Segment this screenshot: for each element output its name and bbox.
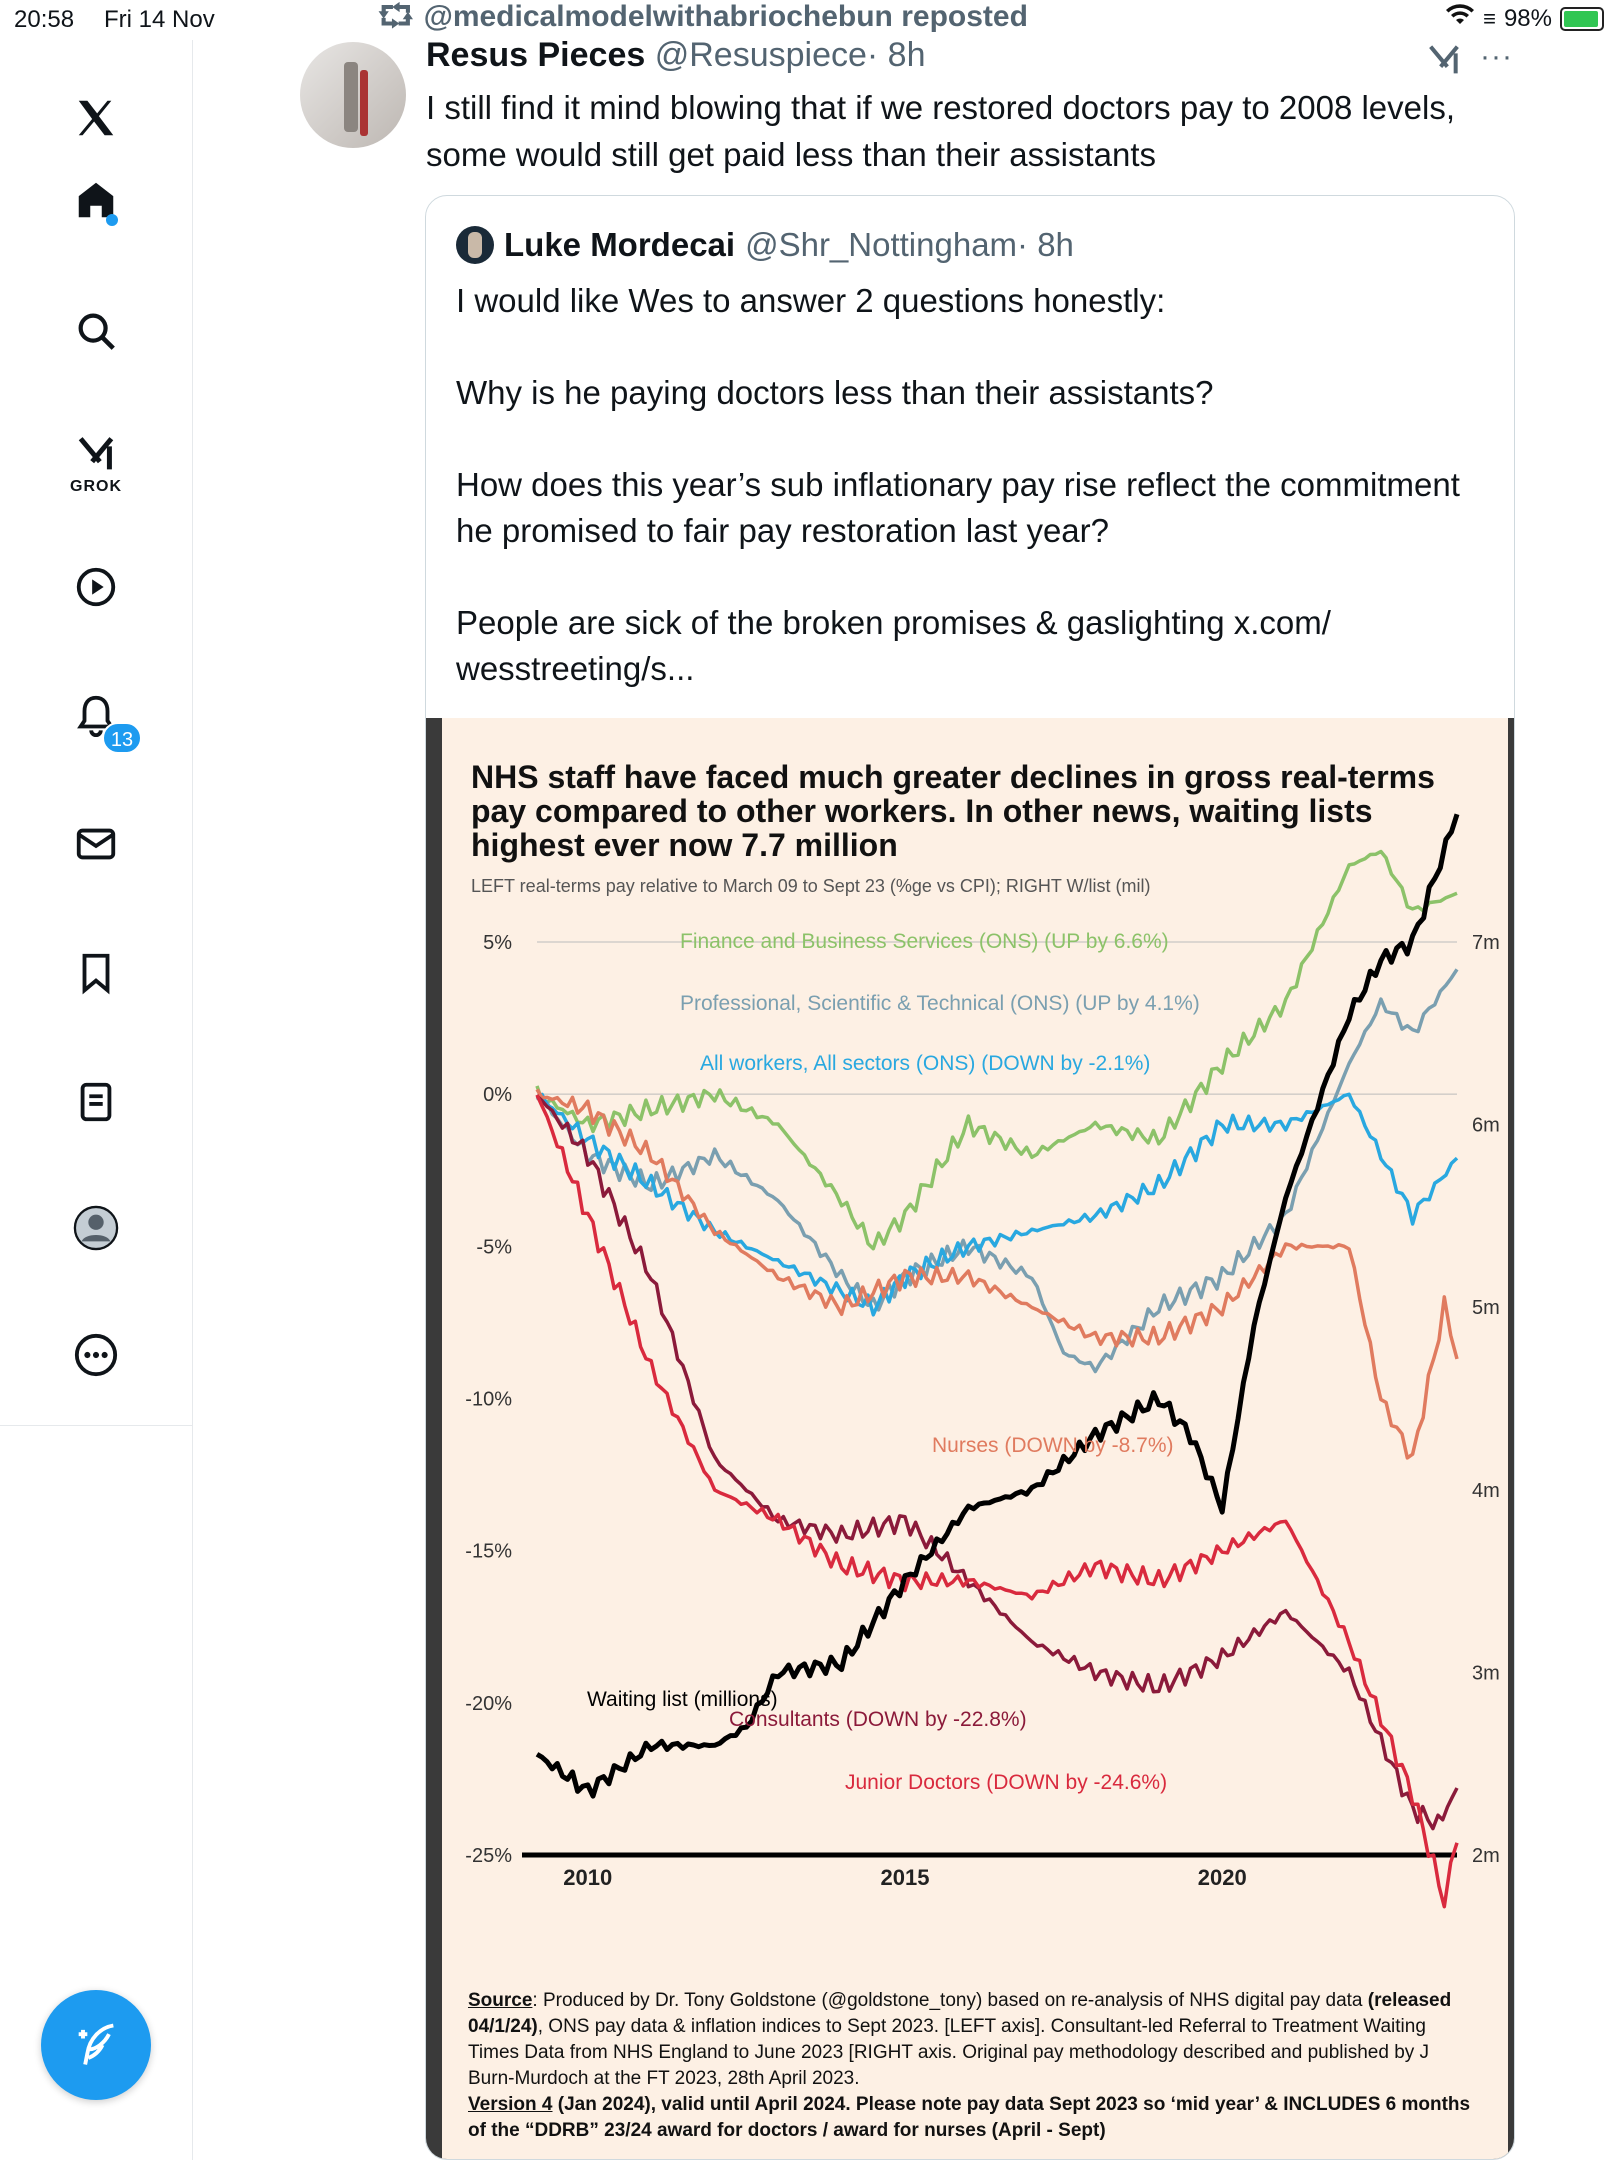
source-line2: , ONS pay data & inflation indices to Sept 2023. [LEFT axis]. Consultant-led Referral to Treatment Waiting Times Data from NHS England to June 2023 [RIGHT axis. Original pay methodology described and published by J Burn-Murdoch at the FT 2023, 28th April 2023.: [468, 2016, 1430, 2089]
chart-annotation: Junior Doctors (DOWN by -24.6%): [845, 1771, 1168, 1794]
y-left-tick-label: -5%: [476, 1236, 512, 1259]
wifi-icon: [1445, 4, 1475, 33]
source-line1-bold: (released 04/1/24): [468, 1990, 1452, 2037]
y-right-tick-label: 6m: [1472, 1114, 1500, 1137]
source-label: Source: [468, 1990, 533, 2011]
x-tick-label: 2010: [563, 1865, 613, 1890]
chart-annotation: Nurses (DOWN by -8.7%): [932, 1434, 1174, 1457]
series-line-2: [537, 1094, 1457, 1315]
sidebar-divider: [0, 1425, 193, 1426]
series-line-1: [537, 969, 1457, 1371]
y-left-tick-label: -10%: [465, 1388, 512, 1411]
search-icon[interactable]: [66, 301, 126, 361]
bookmarks-icon[interactable]: [66, 943, 126, 1003]
tweet-more-icon[interactable]: ···: [1480, 40, 1513, 73]
grok-explain-icon[interactable]: [1424, 40, 1464, 89]
status-date: Fri 14 Nov: [104, 6, 215, 33]
series-line-3: [537, 1089, 1457, 1458]
chart-annotation: Professional, Scientific & Technical (ONS) (UP by 4.1%): [680, 992, 1200, 1015]
quote-text: I would like Wes to answer 2 questions honestly: Why is he paying doctors less than their assistants? How does this year’s sub inflationary pay rise reflect the commitment he promised to fair pay restoration last year? People are sick of the broken promises & gaslighting x.com/ wesstreeting/s...: [456, 282, 1460, 687]
grok-label: GROK: [70, 478, 122, 495]
repost-text: @medicalmodelwithabriochebun reposted: [423, 0, 1028, 33]
y-left-tick-label: 5%: [483, 932, 512, 954]
tweet-author-name[interactable]: Resus Pieces: [426, 36, 646, 74]
lists-icon[interactable]: [66, 1072, 126, 1132]
tweet-text: I still find it mind blowing that if we restored doctors pay to 2008 levels, some would still get paid less than their assistants: [426, 89, 1456, 173]
chart-annotation: All workers, All sectors (ONS) (DOWN by -2.1%): [700, 1052, 1151, 1075]
y-left-tick-label: -25%: [465, 1845, 512, 1867]
compose-button[interactable]: [41, 1990, 151, 2100]
repost-icon: ⮔: [378, 0, 414, 33]
chart-panel: [442, 718, 1508, 2160]
y-left-tick-label: -20%: [465, 1692, 512, 1715]
y-left-tick-label: -15%: [465, 1540, 512, 1563]
y-right-tick-label: 7m: [1472, 932, 1500, 954]
quote-header: [456, 226, 1074, 264]
quote-author-handle[interactable]: @Shr_Nottingham: [745, 226, 1018, 263]
y-right-tick-label: 3m: [1472, 1662, 1500, 1685]
profile-avatar-icon[interactable]: [66, 1198, 126, 1258]
sidebar: [0, 40, 193, 2160]
tweet-author-handle[interactable]: @Resuspiece: [654, 36, 867, 74]
chart-annotation: Consultants (DOWN by -22.8%): [729, 1708, 1027, 1731]
quote-author-name[interactable]: Luke Mordecai: [504, 226, 736, 263]
source-line1: : Produced by Dr. Tony Goldstone (@goldstone_tony) based on re-analysis of NHS digital pay data: [532, 1990, 1368, 2011]
y-right-tick-label: 4m: [1472, 1479, 1500, 1502]
y-right-tick-label: 2m: [1472, 1845, 1500, 1867]
status-time: 20:58: [14, 6, 75, 33]
x-tick-label: 2015: [880, 1865, 930, 1890]
source-version-text: (Jan 2024), valid until April 2024. Please note pay data Sept 2023 so ‘mid year’ & INCLUDES 6 months of the “DDRB” 23/24 award for doctors / award for nurses (April - Sept): [468, 2094, 1471, 2141]
more-icon[interactable]: [66, 1325, 126, 1385]
battery-icon: [1560, 7, 1604, 31]
notification-badge: 13: [102, 722, 142, 754]
y-right-tick-label: 5m: [1472, 1297, 1500, 1320]
quote-time: · 8h: [1017, 226, 1074, 263]
quoted-tweet[interactable]: [425, 195, 1515, 2160]
home-notification-dot: [106, 214, 118, 226]
chart-image[interactable]: [426, 718, 1515, 2160]
chart-source: [468, 1988, 1478, 2144]
source-version: Version 4: [468, 2094, 553, 2115]
x-logo-icon[interactable]: [66, 88, 126, 148]
tweet-header: [426, 36, 925, 75]
y-left-tick-label: 0%: [483, 1084, 512, 1107]
status-right: [1445, 4, 1604, 33]
video-icon[interactable]: [66, 557, 126, 617]
compose-feather-icon: [70, 2019, 122, 2071]
chart-plot: [442, 718, 1508, 1968]
tweet-time[interactable]: · 8h: [866, 36, 926, 74]
tweet-avatar[interactable]: [300, 42, 406, 148]
series-line-0: [537, 852, 1457, 1249]
chart-subtitle: LEFT real-terms pay relative to March 09 to Sept 23 (%ge vs CPI); RIGHT W/list (mil): [471, 876, 1151, 896]
chart-title: NHS staff have faced much greater declines in gross real-terms pay compared to other workers. In other news, waiting lists highest ever now 7.7 million: [471, 759, 1435, 863]
battery-percent: 98%: [1503, 4, 1552, 32]
chart-annotation: Finance and Business Services (ONS) (UP by 6.6%): [680, 930, 1169, 953]
series-line-6: [537, 814, 1457, 1796]
quote-avatar[interactable]: [456, 226, 494, 264]
x-tick-label: 2020: [1197, 1865, 1247, 1890]
messages-icon[interactable]: [66, 814, 126, 874]
chart-annotation: Waiting list (millions): [587, 1688, 778, 1711]
grok-icon[interactable]: [66, 424, 126, 484]
list-icon: ≡: [1483, 5, 1496, 31]
